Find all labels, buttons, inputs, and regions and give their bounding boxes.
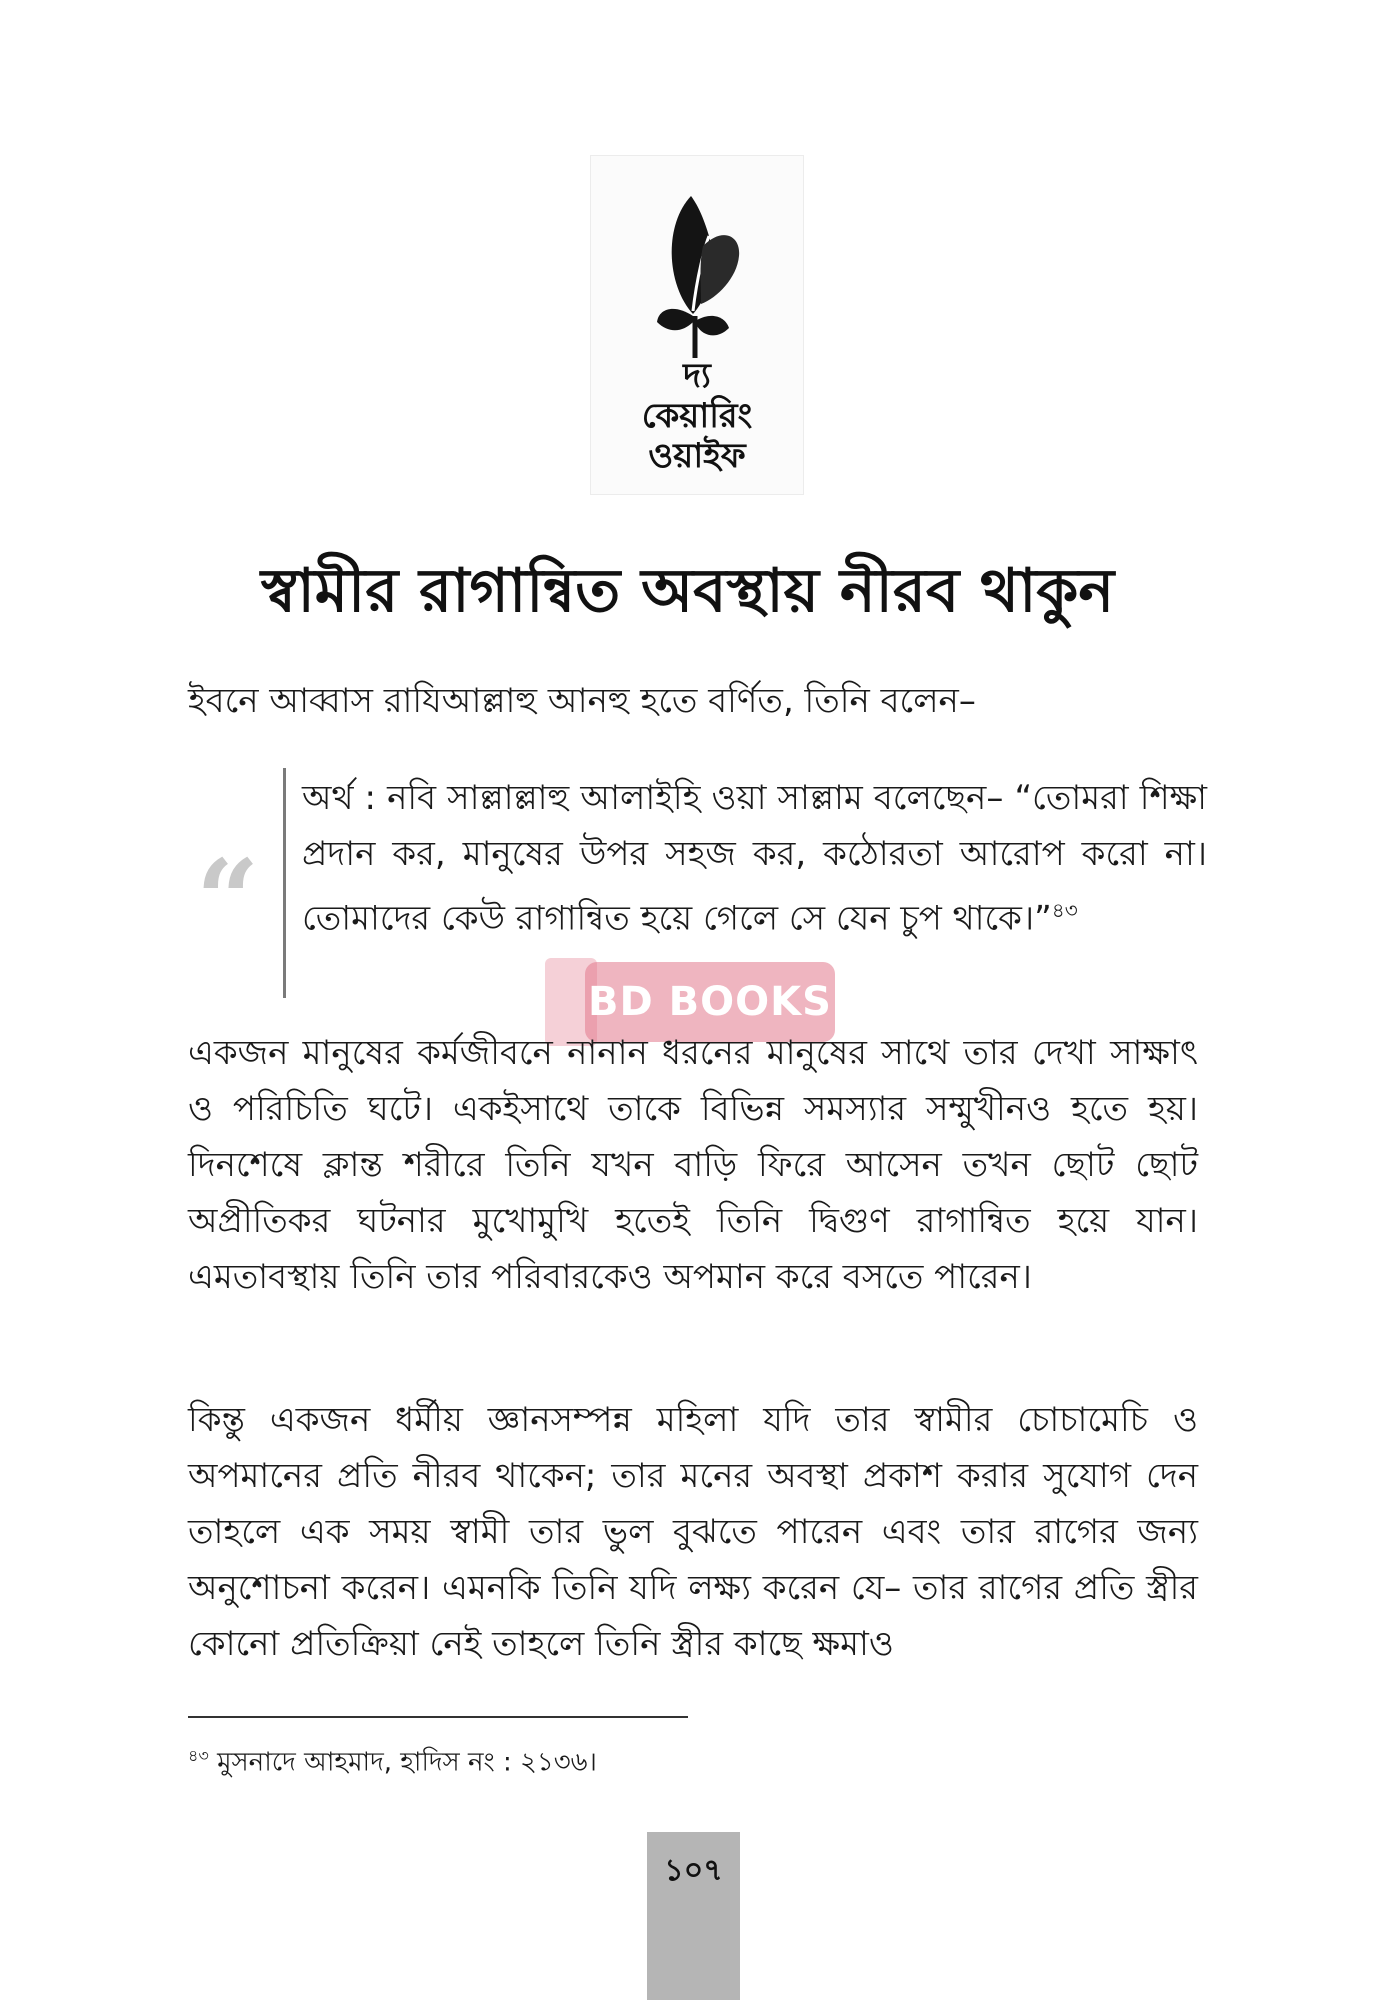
quote-text: অর্থ : নবি সাল্লাল্লাহু আলাইহি ওয়া সাল্লাম বলেছেন– “তোমরা শিক্ষা প্রদান কর, মানুষের উপর সহজ কর, কঠোরতা আরোপ করো না। তোমাদের কেউ রাগান্বিত হয়ে গেলে সে যেন চুপ থাকে।” xyxy=(302,778,1207,939)
book-logo xyxy=(590,155,804,495)
footnote-number: ৪৩ xyxy=(188,1746,209,1765)
footnote-divider xyxy=(188,1716,688,1718)
leaf-plant-icon xyxy=(653,186,743,361)
logo-text-line3: ওয়াইফ xyxy=(648,436,746,476)
paragraph-2: কিন্তু একজন ধর্মীয় জ্ঞানসম্পন্ন মহিলা যদি তার স্বামীর চোচামেচি ও অপমানের প্রতি নীরব থাকেন; তার মনের অবস্থা প্রকাশ করার সুযোগ দেন তাহলে এক সময় স্বামী তার ভুল বুঝতে পারেন এবং তার রাগের জন্য অনুশোচনা করেন। এমনকি তিনি যদি লক্ষ্য করেন যে– তার রাগের প্রতি স্ত্রীর কোনো প্রতিক্রিয়া নেই তাহলে তিনি স্ত্রীর কাছে ক্ষমাও xyxy=(188,1400,1198,1664)
page-number: ১০৭ xyxy=(664,1853,723,1888)
quote-divider xyxy=(283,768,286,998)
page-number-tab xyxy=(647,1832,740,2000)
footnote-ref: ৪৩ xyxy=(1051,898,1078,922)
footnote xyxy=(188,1738,1188,1781)
hadith-quote xyxy=(302,770,1207,946)
footnote-text: মুসনাদে আহমাদ, হাদিস নং : ২১৩৬। xyxy=(217,1747,597,1778)
paragraph-1: একজন মানুষের কর্মজীবনে নানান ধরনের মানুষের সাথে তার দেখা সাক্ষাৎ ও পরিচিতি ঘটে। একইসাথে তাকে বিভিন্ন সমস্যার সম্মুখীনও হতে হয়। দিনশেষে ক্লান্ত শরীরে তিনি যখন বাড়ি ফিরে আসেন তখন ছোট ছোট অপ্রীতিকর ঘটনার মুখোমুখি হতেই তিনি দ্বিগুণ রাগান্বিত হয়ে যান। এমতাবস্থায় তিনি তার পরিবারকেও অপমান করে বসতে পারেন। xyxy=(188,1033,1198,1297)
logo-text-line1: দ্য xyxy=(683,356,711,396)
logo-text-line2: কেয়ারিং xyxy=(641,396,753,436)
watermark: BD BOOKS xyxy=(585,962,835,1042)
chapter-title: স্বামীর রাগান্বিত অবস্থায় নীরব থাকুন xyxy=(260,556,1115,626)
quote-mark-icon: “ xyxy=(196,835,260,964)
intro-line: ইবনে আব্বাস রাযিআল্লাহু আনহু হতে বর্ণিত, তিনি বলেন– xyxy=(188,681,976,721)
